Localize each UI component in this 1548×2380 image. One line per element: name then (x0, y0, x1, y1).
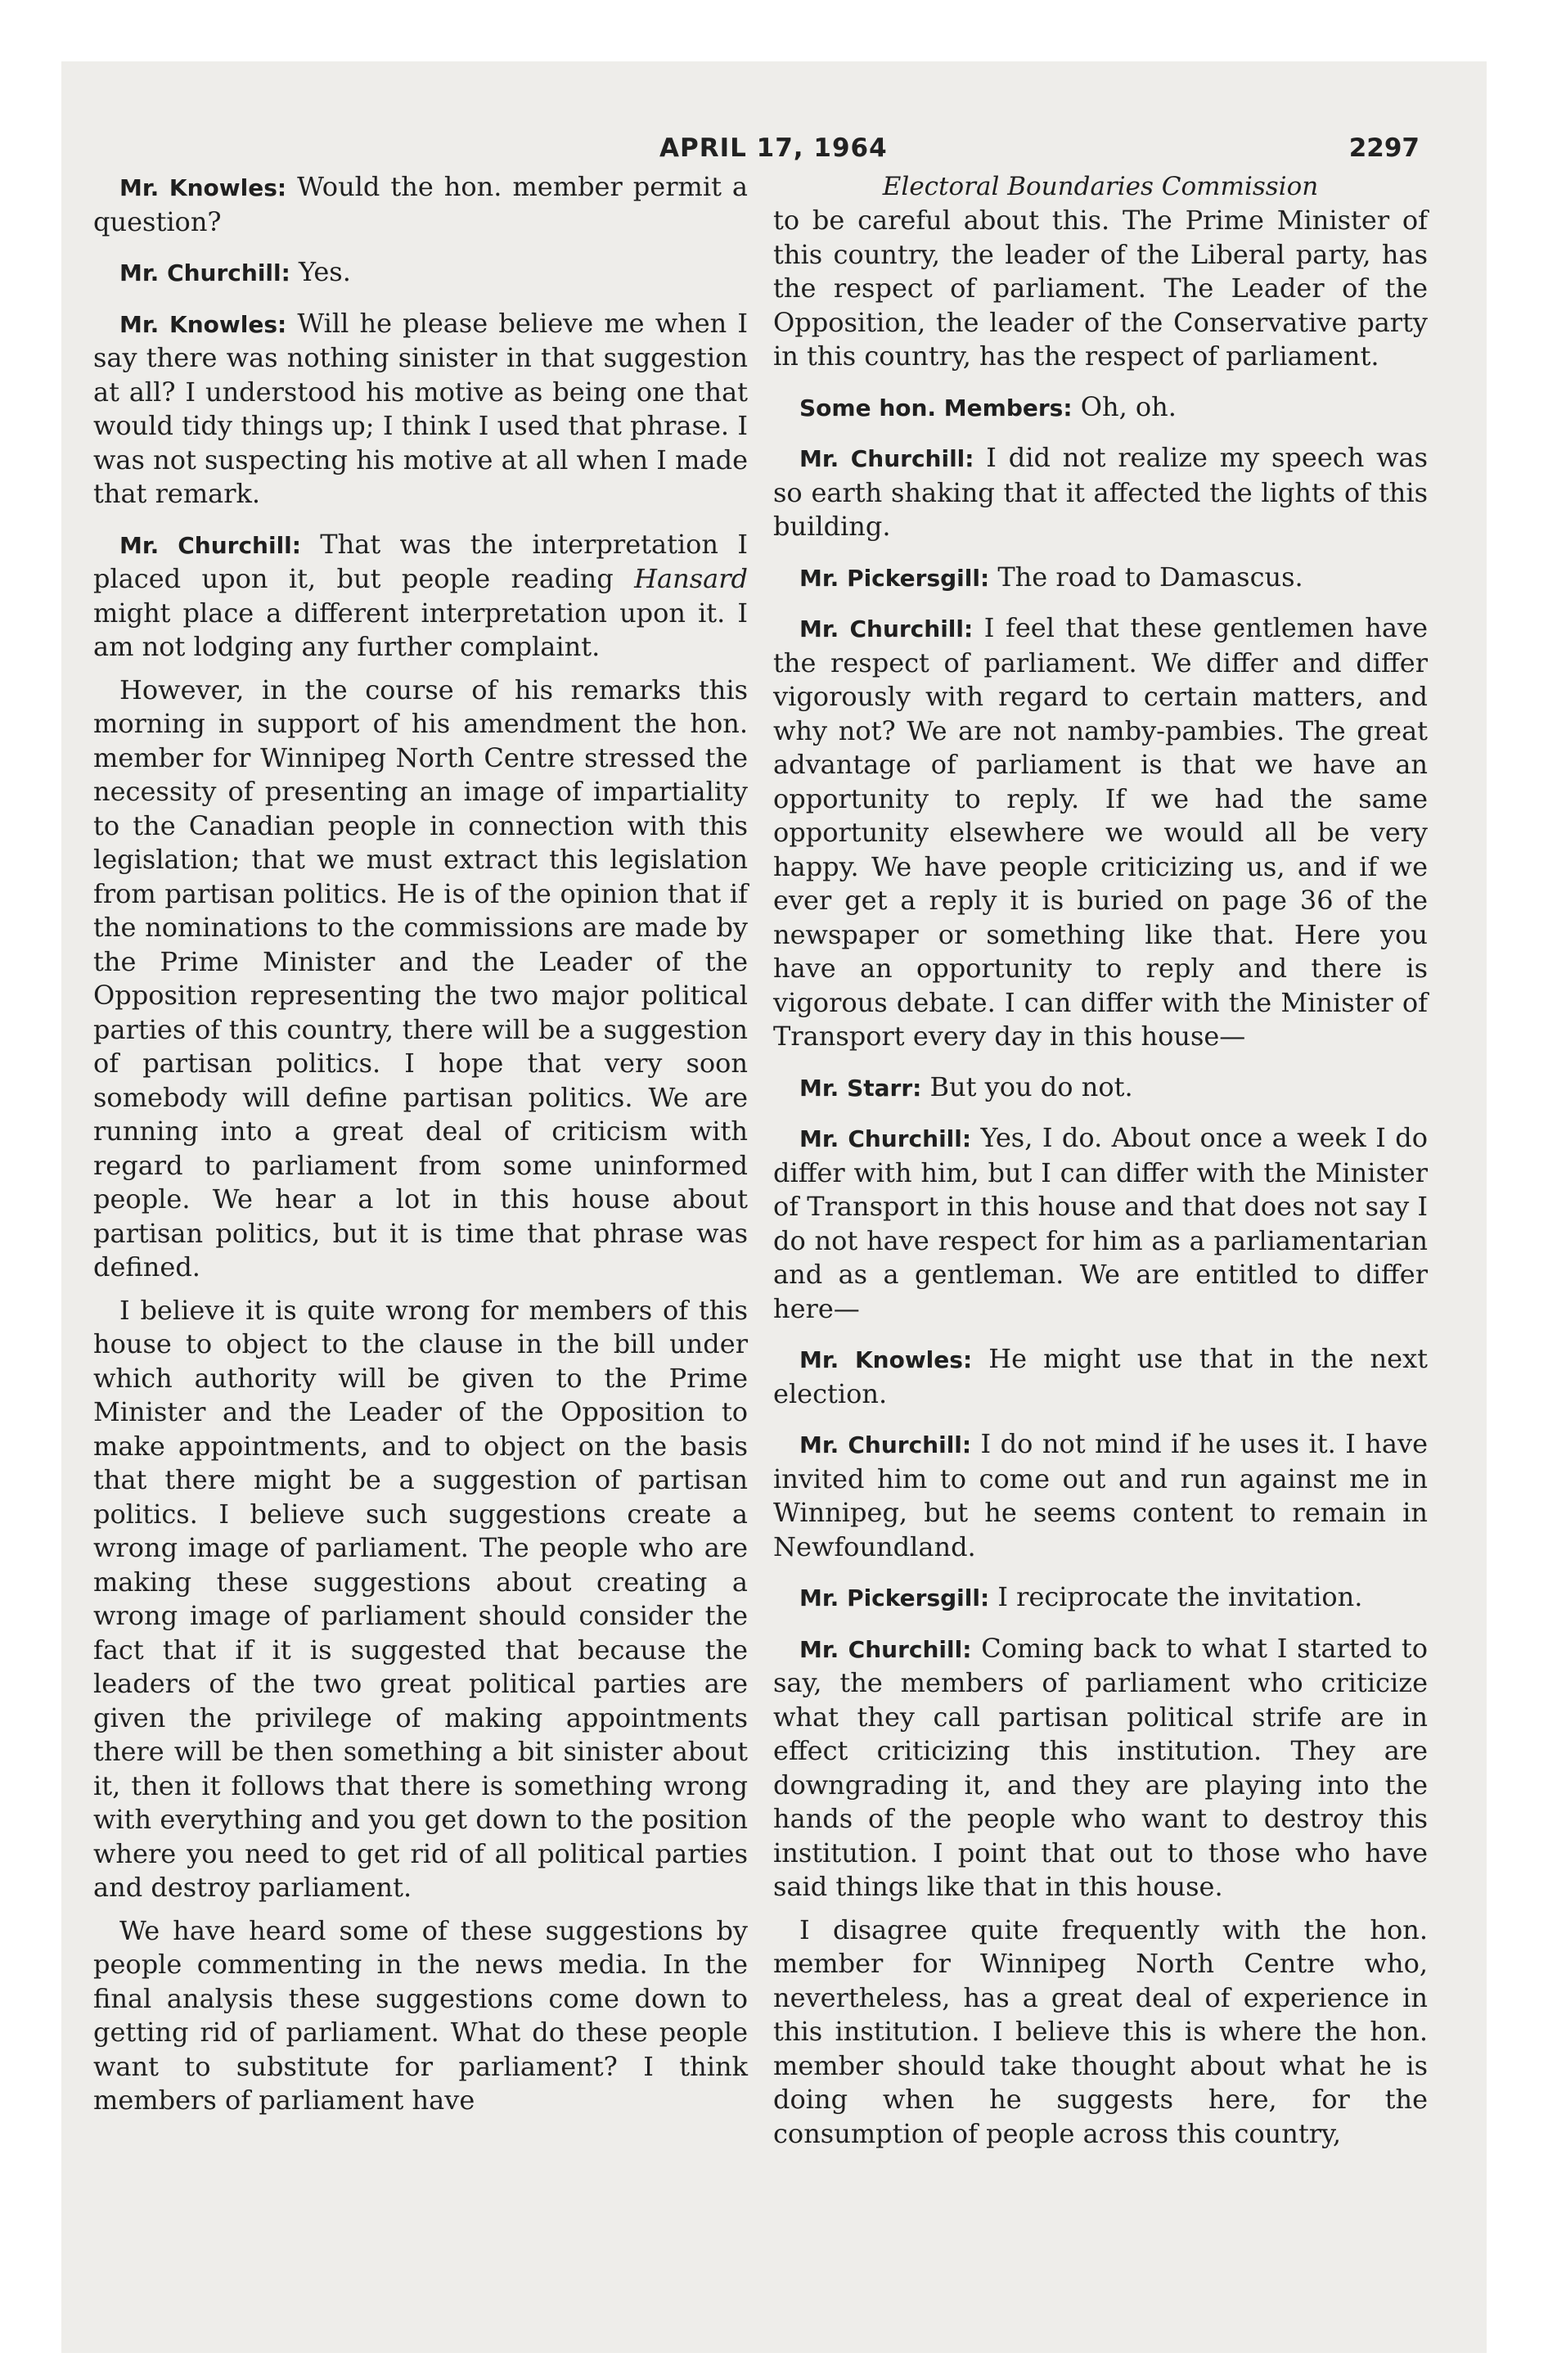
speaker-name: Mr. Churchill: (119, 259, 290, 286)
speech-text: I disagree quite frequently with the hon. member for Winnipeg North Centre who, nevertheless, has a great deal of experience in this institution. I believe this is where the hon. member should take thought about what he is doing when he suggests here, for the consumption of people across this country, (773, 1913, 1428, 2149)
speech-text: I reciprocate the invitation. (997, 1581, 1363, 1612)
speaker-name: Mr. Churchill: (799, 615, 974, 642)
speech-text: I did not realize my speech was so earth shaking that it affected the lights of this building. (773, 442, 1429, 542)
paragraph (773, 204, 1428, 374)
header-date: APRIL 17, 1964 (659, 133, 888, 163)
speaker-name: Mr. Churchill: (119, 531, 301, 559)
speech-text: Would the hon. member permit a question? (93, 171, 749, 237)
speaker-name: Mr. Starr: (799, 1074, 922, 1102)
paragraph (773, 561, 1428, 596)
paragraph (773, 390, 1428, 426)
paragraph (773, 1342, 1428, 1411)
paragraph (773, 1121, 1428, 1326)
speech-text: to be careful about this. The Prime Minister of this country, the leader of the Liberal party, has the respect of parliament. The Leader of the Opposition, the leader of the Conservative party in this country, has the respect of parliament. (773, 205, 1428, 372)
italic-publication-name: Hansard (634, 563, 749, 594)
speech-text: I believe it is quite wrong for members of this house to object to the clause in the bill under which authority will be given to the Prime Minister and the Leader of the Opposition to make appointments, and to object on the basis that there might be a suggestion of partisan politics. I believe such suggestions create a wrong image of parliament. The people who are making these suggestions about creating a wrong image of parliament should consider the fact that if it is suggested that because the leaders of the two great political parties are given the privilege of making appointments there will be then something a bit sinister about it, then it follows that there is something wrong with everything and you get down to the position where you need to get rid of all political parties and destroy parliament. (93, 1294, 748, 1903)
scanned-page (61, 61, 1487, 2353)
speech-text: I feel that these gentlemen have the respect of parliament. We differ and differ vigorously with regard to certain matters, and why not? We are not namby-pambies. The great advantage of parliament is that we have an opportunity to reply. If we had the same opportunity elsewhere we would all be very happy. We have people criticizing us, and if we ever get a reply it is buried on page 36 of the newspaper or something like that. Here you have an opportunity to reply and there is vigorous debate. I can differ with the Minister of Transport every day in this house— (773, 612, 1428, 1052)
speaker-name: Mr. Knowles: (119, 310, 287, 338)
speech-text: He might use that in the next election. (773, 1343, 1429, 1409)
paragraph (93, 1914, 748, 2118)
speech-text: I do not mind if he uses it. I have invited him to come out and run against me in Winnipeg, but he seems content to remain in Newfoundland. (773, 1428, 1429, 1562)
speaker-name: Mr. Pickersgill: (799, 564, 990, 592)
paragraph (93, 307, 748, 512)
speech-text: That was the interpretation I placed upon it, but people reading (93, 528, 748, 594)
speech-text: We have heard some of these suggestions by people commenting in the news media. In the final analysis these suggestions come down to getting rid of parliament. What do these people want to substitute for parliament? I think members of parliament have (93, 1914, 748, 2116)
speaker-name: Mr. Churchill: (799, 1125, 972, 1152)
paragraph (93, 1294, 748, 1905)
speaker-name: Mr. Knowles: (119, 174, 287, 201)
paragraph (93, 528, 748, 665)
speaker-name: Some hon. Members: (799, 394, 1073, 421)
speech-text: The road to Damascus. (997, 561, 1303, 593)
page-number: 2297 (1348, 133, 1420, 163)
speech-text: But you do not. (929, 1071, 1133, 1102)
left-column (93, 170, 748, 2127)
speech-text: Oh, oh. (1080, 390, 1177, 422)
speech-text: Yes. (298, 256, 351, 287)
speaker-name: Mr. Churchill: (799, 445, 974, 472)
speech-text: Coming back to what I started to say, the members of parliament who criticize what they call partisan political strife are in effect criticizing this institution. They are downgrading it, and they are playing into the hands of the people who want to destroy this institution. I point that out to those who have said things like that in this house. (773, 1632, 1429, 1902)
speaker-name: Mr. Churchill: (799, 1635, 972, 1663)
section-subtitle: Electoral Boundaries Commission (882, 172, 1319, 201)
paragraph (93, 170, 748, 239)
speech-text: might place a different interpretation upon it. I am not lodging any further complaint. (93, 597, 748, 662)
paragraph (773, 1913, 1428, 2152)
paragraph (93, 255, 748, 291)
speech-text: However, in the course of his remarks this morning in support of his amendment the hon. member for Winnipeg North Centre stressed the necessity of presenting an image of impartiality to the Canadian people in connection with this legislation; that we must extract this legislation from partisan politics. He is of the opinion that if the nominations to the commissions are made by the Prime Minister and the Leader of the Opposition representing the two major political parties of this country, there will be a suggestion of partisan politics. I hope that very soon somebody will define partisan politics. We are running into a great deal of criticism with regard to parliament from some uninformed people. We hear a lot in this house about partisan politics, but it is time that phrase was defined. (93, 674, 748, 1282)
speaker-name: Mr. Knowles: (799, 1346, 973, 1373)
speaker-name: Mr. Pickersgill: (799, 1584, 990, 1611)
paragraph (93, 674, 748, 1285)
speaker-name: Mr. Churchill: (799, 1431, 972, 1458)
speech-text: Yes, I do. About once a week I do differ with him, but I can differ with the Minister of Transport in this house and that does not say I do not have respect for him as a parliamentarian and as a gentleman. We are entitled to differ here— (773, 1122, 1429, 1324)
speech-text: Will he please believe me when I say there was nothing sinister in that suggestion at all? I understood his motive as being one that would tidy things up; I think I used that phrase. I was not suspecting his motive at all when I made that remark. (93, 307, 749, 509)
right-column (773, 170, 1428, 2160)
paragraph (773, 1580, 1428, 1616)
paragraph (773, 1632, 1428, 1904)
paragraph (773, 1427, 1428, 1564)
paragraph (773, 1071, 1428, 1106)
paragraph (773, 611, 1428, 1054)
paragraph (773, 441, 1428, 544)
